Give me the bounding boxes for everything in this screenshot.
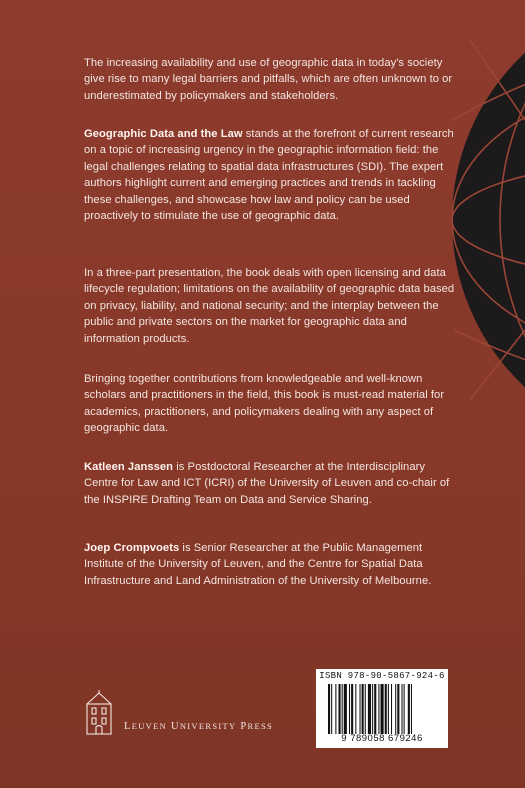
barcode-bar <box>411 684 412 734</box>
barcode-bar <box>408 684 410 734</box>
publisher-name <box>124 721 273 732</box>
bio-text <box>84 459 456 508</box>
publisher-name-part: NIVERSITY <box>179 721 237 731</box>
barcode-bar <box>335 684 336 734</box>
ean-digits: 9 789058 679246 <box>341 733 423 744</box>
barcode-bar <box>378 684 379 734</box>
barcode-bar <box>351 684 353 734</box>
blurb-text: Bringing together contributions from knowledgeable and well-known scholars and practitioners in the field, this book is must-read material for academics, practitioners, and policymakers dealing with any aspect of geographic data. <box>84 373 445 435</box>
publisher-name-initial: U <box>170 721 180 732</box>
bio-text-rest: is Senior Researcher at the Public Management Institute of the University of Leuven, and the Centre for Spatial Data Infrastructure and Land Administration of the University of Melbourne. <box>84 542 432 587</box>
barcode-bar <box>328 684 330 734</box>
author-bio-janssen <box>84 459 456 508</box>
publisher-name-part: RESS <box>247 721 274 731</box>
barcode-bar <box>365 684 366 734</box>
barcode-bar <box>402 684 403 734</box>
barcode-label <box>316 669 448 748</box>
barcode-bar <box>355 684 356 734</box>
book-title: Geographic Data and the Law <box>84 128 243 140</box>
blurb-paragraph-2 <box>84 126 456 224</box>
blurb-text-rest: stands at the forefront of current research on a topic of increasing urgency in the geographic information field: the legal challenges relating to spatial data infrastructures (SDI). The expert authors highlight current and emerging practices and trends in tackling these challenges, and showcase how law and policy can be used proactively to stimulate the use of geographic data. <box>84 128 454 223</box>
author-name: Katleen Janssen <box>84 461 174 473</box>
barcode-bar <box>372 684 373 734</box>
barcode-bar <box>339 684 341 734</box>
publisher-name-initial: P <box>240 721 248 732</box>
blurb-text: The increasing availability and use of geographic data in today's society give rise to many legal barriers and pitfalls, which are often unknown to or underestimated by policymakers and stakeholders. <box>84 57 453 102</box>
barcode-bar <box>331 684 332 734</box>
barcode-bar <box>391 684 392 734</box>
barcode-bar <box>395 684 396 734</box>
barcode-bar <box>374 684 376 734</box>
blurb-text <box>84 126 456 224</box>
barcode-bar <box>344 684 347 734</box>
author-name: Joep Crompvoets <box>84 542 180 554</box>
publisher-name-part: EUVEN <box>131 721 168 731</box>
barcode-bar <box>397 684 399 734</box>
barcode-bar <box>362 684 364 734</box>
publisher-name-initial: L <box>124 721 132 732</box>
barcode-bar <box>381 684 384 734</box>
publisher-block <box>84 690 273 736</box>
publisher-logo-icon <box>84 690 114 736</box>
barcode-icon <box>328 684 440 734</box>
bio-text-rest: is Postdoctoral Researcher at the Interdisciplinary Centre for Law and ICT (ICRI) of the University of Leuven and co-chair of the INSPIRE Drafting Team on Data and Service Sharing. <box>84 461 450 506</box>
blurb-paragraph-3 <box>84 265 456 347</box>
blurb-paragraph-4 <box>84 371 456 437</box>
bio-text <box>84 540 456 589</box>
blurb-text: In a three-part presentation, the book deals with open licensing and data lifecycle regulation; limitations on the availability of geographic data based on privacy, liability, and national security; and the interplay between the public and private sectors on the market for geographic data and information products. <box>84 267 455 345</box>
author-bio-crompvoets <box>84 540 456 589</box>
barcode-bar <box>360 684 361 734</box>
barcode-bar <box>342 684 343 734</box>
barcode-bar <box>368 684 371 734</box>
barcode-bar <box>388 684 389 734</box>
barcode-bar <box>349 684 350 734</box>
barcode-bar <box>404 684 405 734</box>
barcode-bar <box>385 684 387 734</box>
isbn-text: ISBN 978-90-5867-924-6 <box>319 671 445 681</box>
blurb-paragraph-1 <box>84 55 456 104</box>
